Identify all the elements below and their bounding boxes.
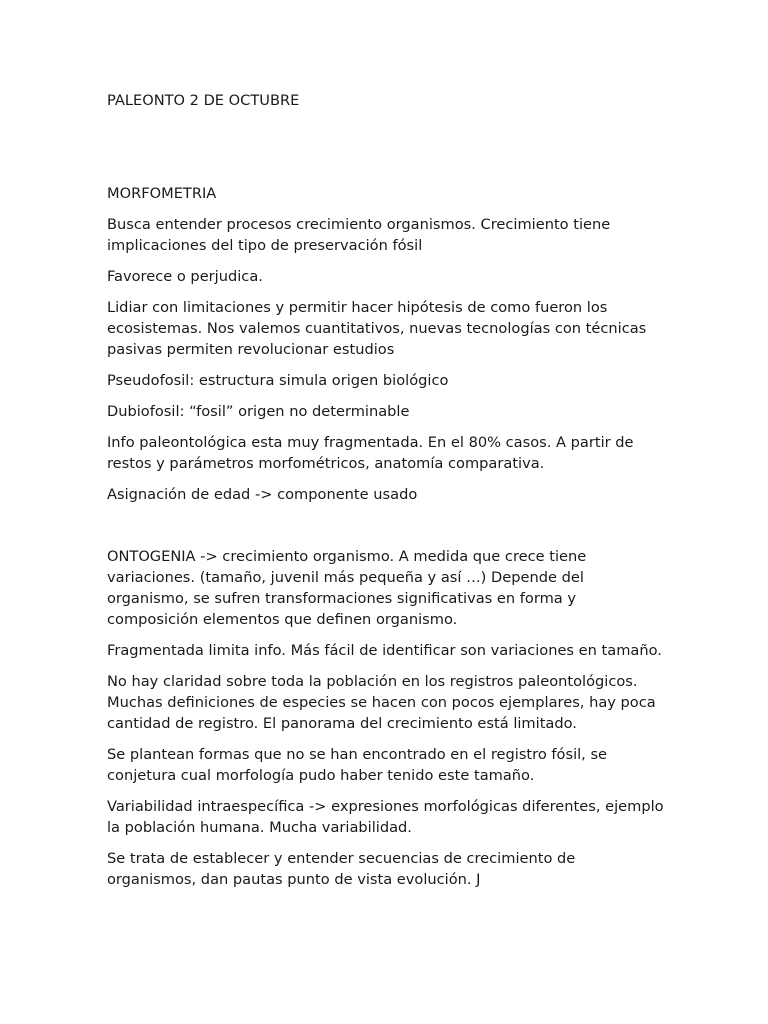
paragraph: Busca entender procesos crecimiento organismos. Crecimiento tiene implicaciones del tipo de preservación fósil [107,216,611,254]
paragraph: Fragmentada limita info. Más fácil de identificar son variaciones en tamaño. [107,642,662,659]
section-heading-morfometria: MORFOMETRIA [107,185,217,202]
paragraph-ontogenia: ONTOGENIA -> crecimiento organismo. A medida que crece tiene variaciones. (tamaño, juvenil más pequeña y así …) Depende del organismo, se sufren transformaciones significativas en forma y composición elementos que definen organismo. [107,548,587,628]
paragraph: Asignación de edad -> componente usado [107,486,418,503]
document-page [107,90,667,900]
document-title: PALEONTO 2 DE OCTUBRE [107,92,300,109]
paragraph: Dubiofosil: “fosil” origen no determinable [107,403,410,420]
paragraph: No hay claridad sobre toda la población en los registros paleontológicos. Muchas definiciones de especies se hacen con pocos ejemplares, hay poca cantidad de registro. El panorama del crecimiento está limitado. [107,673,656,732]
paragraph: Info paleontológica esta muy fragmentada. En el 80% casos. A partir de restos y parámetros morfométricos, anatomía comparativa. [107,434,634,472]
paragraph: Se trata de establecer y entender secuencias de crecimiento de organismos, dan pautas punto de vista evolución. J [107,850,576,888]
paragraph: Favorece o perjudica. [107,268,263,285]
paragraph: Se plantean formas que no se han encontrado en el registro fósil, se conjetura cual morfología pudo haber tenido este tamaño. [107,746,608,784]
paragraph: Variabilidad intraespecífica -> expresiones morfológicas diferentes, ejemplo la población humana. Mucha variabilidad. [107,798,664,836]
paragraph: Lidiar con limitaciones y permitir hacer hipótesis de como fueron los ecosistemas. Nos valemos cuantitativos, nuevas tecnologías con técnicas pasivas permiten revolucionar estudios [107,299,647,358]
paragraph: Pseudofosil: estructura simula origen biológico [107,372,449,389]
